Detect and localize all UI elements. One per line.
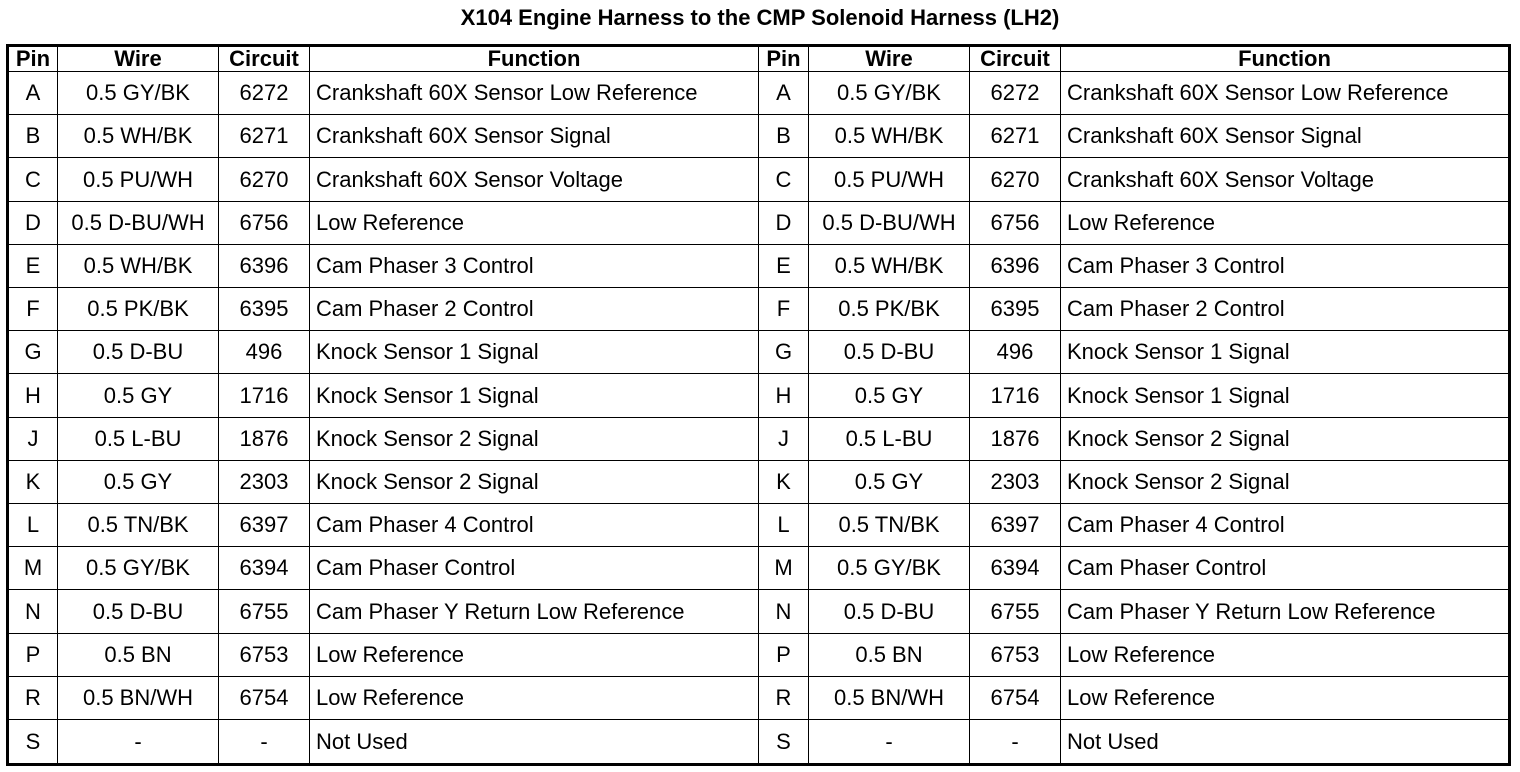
function-cell-left: Low Reference bbox=[310, 633, 759, 676]
pin-cell-left: K bbox=[8, 460, 58, 503]
pin-cell-left: P bbox=[8, 633, 58, 676]
function-cell-right: Low Reference bbox=[1061, 633, 1510, 676]
circuit-cell-right: 1876 bbox=[970, 417, 1061, 460]
header-wire-left: Wire bbox=[58, 46, 219, 72]
circuit-cell-left: 2303 bbox=[219, 460, 310, 503]
pin-cell-right: S bbox=[759, 720, 809, 765]
wire-cell-left: - bbox=[58, 720, 219, 765]
table-row bbox=[8, 331, 1510, 374]
wire-cell-right: 0.5 L-BU bbox=[809, 417, 970, 460]
circuit-cell-right: 496 bbox=[970, 331, 1061, 374]
wire-cell-left: 0.5 D-BU bbox=[58, 331, 219, 374]
table-row bbox=[8, 288, 1510, 331]
wire-cell-right: 0.5 GY/BK bbox=[809, 72, 970, 115]
table-row bbox=[8, 504, 1510, 547]
header-pin-left: Pin bbox=[8, 46, 58, 72]
wire-cell-left: 0.5 GY bbox=[58, 460, 219, 503]
pin-cell-right: N bbox=[759, 590, 809, 633]
table-body bbox=[8, 72, 1510, 765]
pin-cell-right: R bbox=[759, 676, 809, 719]
function-cell-right: Knock Sensor 1 Signal bbox=[1061, 374, 1510, 417]
circuit-cell-right: 6397 bbox=[970, 504, 1061, 547]
function-cell-right: Crankshaft 60X Sensor Signal bbox=[1061, 115, 1510, 158]
function-cell-left: Crankshaft 60X Sensor Signal bbox=[310, 115, 759, 158]
circuit-cell-right: 6394 bbox=[970, 547, 1061, 590]
header-row bbox=[8, 46, 1510, 72]
circuit-cell-right: 6756 bbox=[970, 201, 1061, 244]
wire-cell-right: 0.5 PK/BK bbox=[809, 288, 970, 331]
pin-cell-left: E bbox=[8, 244, 58, 287]
wire-cell-right: 0.5 BN/WH bbox=[809, 676, 970, 719]
wire-cell-right: 0.5 TN/BK bbox=[809, 504, 970, 547]
pin-cell-left: R bbox=[8, 676, 58, 719]
wire-cell-left: 0.5 TN/BK bbox=[58, 504, 219, 547]
wire-cell-right: 0.5 WH/BK bbox=[809, 115, 970, 158]
function-cell-left: Cam Phaser Control bbox=[310, 547, 759, 590]
pin-cell-left: L bbox=[8, 504, 58, 547]
circuit-cell-left: 496 bbox=[219, 331, 310, 374]
pin-cell-right: B bbox=[759, 115, 809, 158]
wire-cell-right: 0.5 BN bbox=[809, 633, 970, 676]
table-row bbox=[8, 72, 1510, 115]
wire-cell-left: 0.5 PU/WH bbox=[58, 158, 219, 201]
circuit-cell-right: - bbox=[970, 720, 1061, 765]
wire-cell-left: 0.5 WH/BK bbox=[58, 244, 219, 287]
header-pin-right: Pin bbox=[759, 46, 809, 72]
wire-cell-right: 0.5 D-BU bbox=[809, 331, 970, 374]
pin-cell-left: C bbox=[8, 158, 58, 201]
wire-cell-left: 0.5 GY bbox=[58, 374, 219, 417]
function-cell-left: Crankshaft 60X Sensor Low Reference bbox=[310, 72, 759, 115]
function-cell-left: Crankshaft 60X Sensor Voltage bbox=[310, 158, 759, 201]
header-function-right: Function bbox=[1061, 46, 1510, 72]
circuit-cell-right: 6272 bbox=[970, 72, 1061, 115]
circuit-cell-left: 6395 bbox=[219, 288, 310, 331]
function-cell-left: Not Used bbox=[310, 720, 759, 765]
table-row bbox=[8, 676, 1510, 719]
table-row bbox=[8, 590, 1510, 633]
wire-cell-left: 0.5 PK/BK bbox=[58, 288, 219, 331]
table-row bbox=[8, 244, 1510, 287]
function-cell-left: Knock Sensor 1 Signal bbox=[310, 331, 759, 374]
pin-cell-right: A bbox=[759, 72, 809, 115]
function-cell-left: Knock Sensor 2 Signal bbox=[310, 460, 759, 503]
pin-cell-right: C bbox=[759, 158, 809, 201]
circuit-cell-right: 2303 bbox=[970, 460, 1061, 503]
function-cell-left: Knock Sensor 1 Signal bbox=[310, 374, 759, 417]
function-cell-left: Cam Phaser Y Return Low Reference bbox=[310, 590, 759, 633]
pin-cell-left: A bbox=[8, 72, 58, 115]
function-cell-right: Crankshaft 60X Sensor Voltage bbox=[1061, 158, 1510, 201]
circuit-cell-left: 6756 bbox=[219, 201, 310, 244]
pin-cell-right: M bbox=[759, 547, 809, 590]
pin-cell-right: H bbox=[759, 374, 809, 417]
pin-cell-left: M bbox=[8, 547, 58, 590]
function-cell-right: Cam Phaser Control bbox=[1061, 547, 1510, 590]
table-row bbox=[8, 417, 1510, 460]
pin-cell-left: J bbox=[8, 417, 58, 460]
table-row bbox=[8, 374, 1510, 417]
wire-cell-right: 0.5 GY bbox=[809, 374, 970, 417]
wire-cell-right: 0.5 GY/BK bbox=[809, 547, 970, 590]
circuit-cell-left: 6270 bbox=[219, 158, 310, 201]
wire-cell-left: 0.5 BN bbox=[58, 633, 219, 676]
function-cell-left: Knock Sensor 2 Signal bbox=[310, 417, 759, 460]
table-row bbox=[8, 547, 1510, 590]
circuit-cell-left: 6396 bbox=[219, 244, 310, 287]
wire-cell-left: 0.5 WH/BK bbox=[58, 115, 219, 158]
pin-cell-left: G bbox=[8, 331, 58, 374]
pinout-table bbox=[6, 44, 1511, 766]
function-cell-right: Not Used bbox=[1061, 720, 1510, 765]
pin-cell-left: D bbox=[8, 201, 58, 244]
circuit-cell-right: 6271 bbox=[970, 115, 1061, 158]
wire-cell-right: 0.5 PU/WH bbox=[809, 158, 970, 201]
circuit-cell-left: 6755 bbox=[219, 590, 310, 633]
circuit-cell-right: 6754 bbox=[970, 676, 1061, 719]
circuit-cell-left: 6271 bbox=[219, 115, 310, 158]
circuit-cell-left: 6754 bbox=[219, 676, 310, 719]
function-cell-left: Low Reference bbox=[310, 201, 759, 244]
header-circuit-right: Circuit bbox=[970, 46, 1061, 72]
header-wire-right: Wire bbox=[809, 46, 970, 72]
pin-cell-left: B bbox=[8, 115, 58, 158]
pin-cell-right: D bbox=[759, 201, 809, 244]
wire-cell-left: 0.5 GY/BK bbox=[58, 547, 219, 590]
table-row bbox=[8, 158, 1510, 201]
wire-cell-right: 0.5 D-BU/WH bbox=[809, 201, 970, 244]
pin-cell-right: G bbox=[759, 331, 809, 374]
page-title: X104 Engine Harness to the CMP Solenoid Harness (LH2) bbox=[460, 5, 1060, 30]
table-row bbox=[8, 201, 1510, 244]
table-row bbox=[8, 720, 1510, 765]
pin-cell-right: K bbox=[759, 460, 809, 503]
function-cell-right: Knock Sensor 1 Signal bbox=[1061, 331, 1510, 374]
circuit-cell-right: 1716 bbox=[970, 374, 1061, 417]
pin-cell-left: F bbox=[8, 288, 58, 331]
function-cell-right: Cam Phaser 2 Control bbox=[1061, 288, 1510, 331]
function-cell-right: Cam Phaser Y Return Low Reference bbox=[1061, 590, 1510, 633]
function-cell-right: Crankshaft 60X Sensor Low Reference bbox=[1061, 72, 1510, 115]
function-cell-left: Cam Phaser 4 Control bbox=[310, 504, 759, 547]
header-function-left: Function bbox=[310, 46, 759, 72]
pin-cell-left: S bbox=[8, 720, 58, 765]
pin-cell-left: N bbox=[8, 590, 58, 633]
function-cell-left: Low Reference bbox=[310, 676, 759, 719]
table-row bbox=[8, 460, 1510, 503]
circuit-cell-left: 1716 bbox=[219, 374, 310, 417]
circuit-cell-left: 6397 bbox=[219, 504, 310, 547]
wire-cell-left: 0.5 L-BU bbox=[58, 417, 219, 460]
function-cell-left: Cam Phaser 2 Control bbox=[310, 288, 759, 331]
function-cell-right: Low Reference bbox=[1061, 201, 1510, 244]
wire-cell-left: 0.5 GY/BK bbox=[58, 72, 219, 115]
circuit-cell-right: 6395 bbox=[970, 288, 1061, 331]
circuit-cell-left: 6753 bbox=[219, 633, 310, 676]
wire-cell-left: 0.5 D-BU/WH bbox=[58, 201, 219, 244]
wire-cell-right: 0.5 GY bbox=[809, 460, 970, 503]
circuit-cell-right: 6270 bbox=[970, 158, 1061, 201]
pin-cell-right: L bbox=[759, 504, 809, 547]
circuit-cell-left: 6394 bbox=[219, 547, 310, 590]
wire-cell-right: - bbox=[809, 720, 970, 765]
pin-cell-right: P bbox=[759, 633, 809, 676]
pin-cell-right: E bbox=[759, 244, 809, 287]
wire-cell-right: 0.5 D-BU bbox=[809, 590, 970, 633]
circuit-cell-left: - bbox=[219, 720, 310, 765]
function-cell-left: Cam Phaser 3 Control bbox=[310, 244, 759, 287]
wire-cell-left: 0.5 D-BU bbox=[58, 590, 219, 633]
table-row bbox=[8, 633, 1510, 676]
function-cell-right: Cam Phaser 4 Control bbox=[1061, 504, 1510, 547]
circuit-cell-right: 6753 bbox=[970, 633, 1061, 676]
circuit-cell-right: 6396 bbox=[970, 244, 1061, 287]
pin-cell-right: F bbox=[759, 288, 809, 331]
function-cell-right: Cam Phaser 3 Control bbox=[1061, 244, 1510, 287]
circuit-cell-right: 6755 bbox=[970, 590, 1061, 633]
pin-cell-left: H bbox=[8, 374, 58, 417]
circuit-cell-left: 1876 bbox=[219, 417, 310, 460]
circuit-cell-left: 6272 bbox=[219, 72, 310, 115]
function-cell-right: Knock Sensor 2 Signal bbox=[1061, 417, 1510, 460]
wire-cell-right: 0.5 WH/BK bbox=[809, 244, 970, 287]
function-cell-right: Knock Sensor 2 Signal bbox=[1061, 460, 1510, 503]
table-row bbox=[8, 115, 1510, 158]
wire-cell-left: 0.5 BN/WH bbox=[58, 676, 219, 719]
header-circuit-left: Circuit bbox=[219, 46, 310, 72]
function-cell-right: Low Reference bbox=[1061, 676, 1510, 719]
pin-cell-right: J bbox=[759, 417, 809, 460]
